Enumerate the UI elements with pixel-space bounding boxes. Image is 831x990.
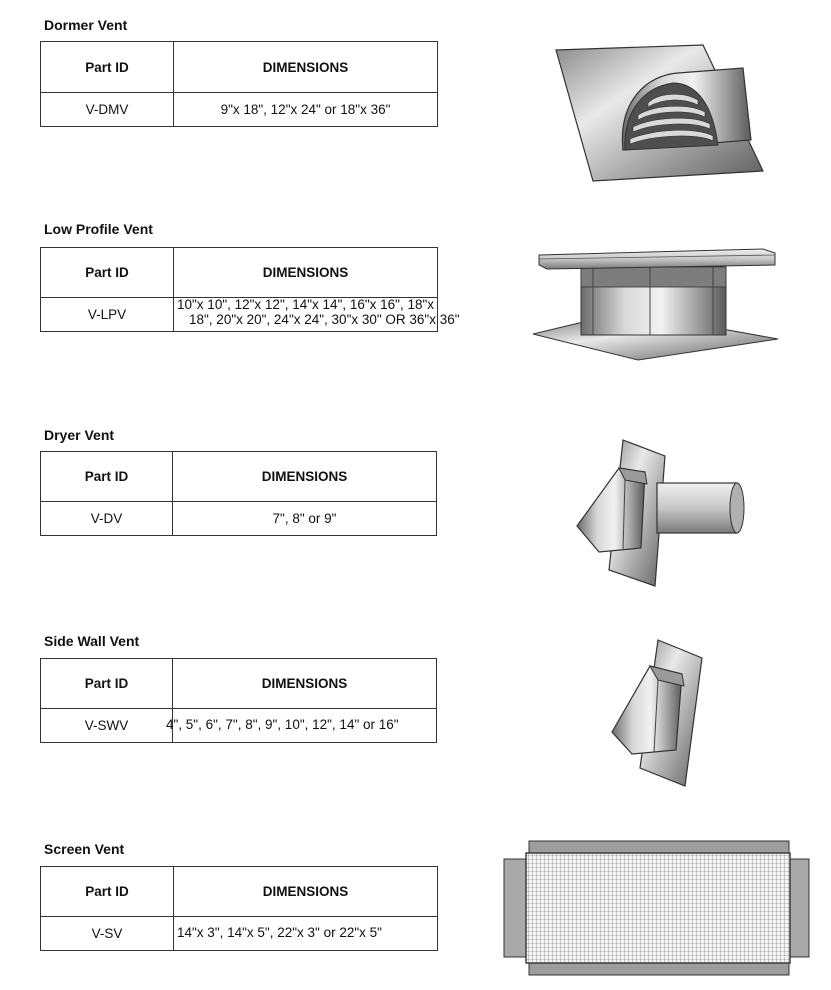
dimensions-header: DIMENSIONS: [174, 867, 438, 917]
side-wall-vent-icon: [610, 640, 705, 788]
section-title: Dormer Vent: [44, 17, 128, 33]
dimensions-line: 4", 5", 6", 7", 8", 9", 10", 12", 14" or 16": [166, 717, 399, 732]
part-id-header: Part ID: [41, 42, 174, 93]
dimensions-cell: 9"x 18", 12"x 24" or 18"x 36": [174, 93, 438, 127]
low-profile-vent-icon: [533, 247, 778, 362]
section-title: Screen Vent: [44, 841, 125, 857]
part-id-header: Part ID: [41, 659, 173, 709]
part-id-header: Part ID: [41, 867, 174, 917]
screen-vent-icon: [504, 839, 809, 977]
part-id-cell: V-SV: [41, 917, 174, 951]
section-title: Dryer Vent: [44, 427, 115, 443]
part-id-cell: V-DV: [41, 502, 173, 536]
dimensions-line: 10"x 10", 12"x 12", 14"x 14", 16"x 16", 18"x: [177, 297, 435, 312]
dimensions-line: 14"x 3", 14"x 5", 22"x 3" or 22"x 5": [177, 925, 382, 940]
dimensions-cell: 7", 8" or 9": [173, 502, 437, 536]
dryer-vent-icon: [575, 440, 745, 586]
dimensions-header: DIMENSIONS: [174, 42, 438, 93]
dimensions-line: 18", 20"x 20", 24"x 24", 30"x 30" OR 36"x 36": [189, 312, 460, 327]
section-title: Low Profile Vent: [44, 221, 153, 237]
part-id-header: Part ID: [41, 248, 174, 298]
spec-table: [40, 451, 437, 536]
part-id-header: Part ID: [41, 452, 173, 502]
part-id-cell: V-SWV: [41, 709, 173, 743]
part-id-cell: V-LPV: [41, 298, 174, 332]
dimensions-header: DIMENSIONS: [174, 248, 438, 298]
dimensions-header: DIMENSIONS: [173, 452, 437, 502]
section-title: Side Wall Vent: [44, 633, 140, 649]
part-id-cell: V-DMV: [41, 93, 174, 127]
spec-table: [40, 41, 438, 127]
dormer-vent-icon: [553, 45, 763, 185]
dimensions-header: DIMENSIONS: [173, 659, 437, 709]
